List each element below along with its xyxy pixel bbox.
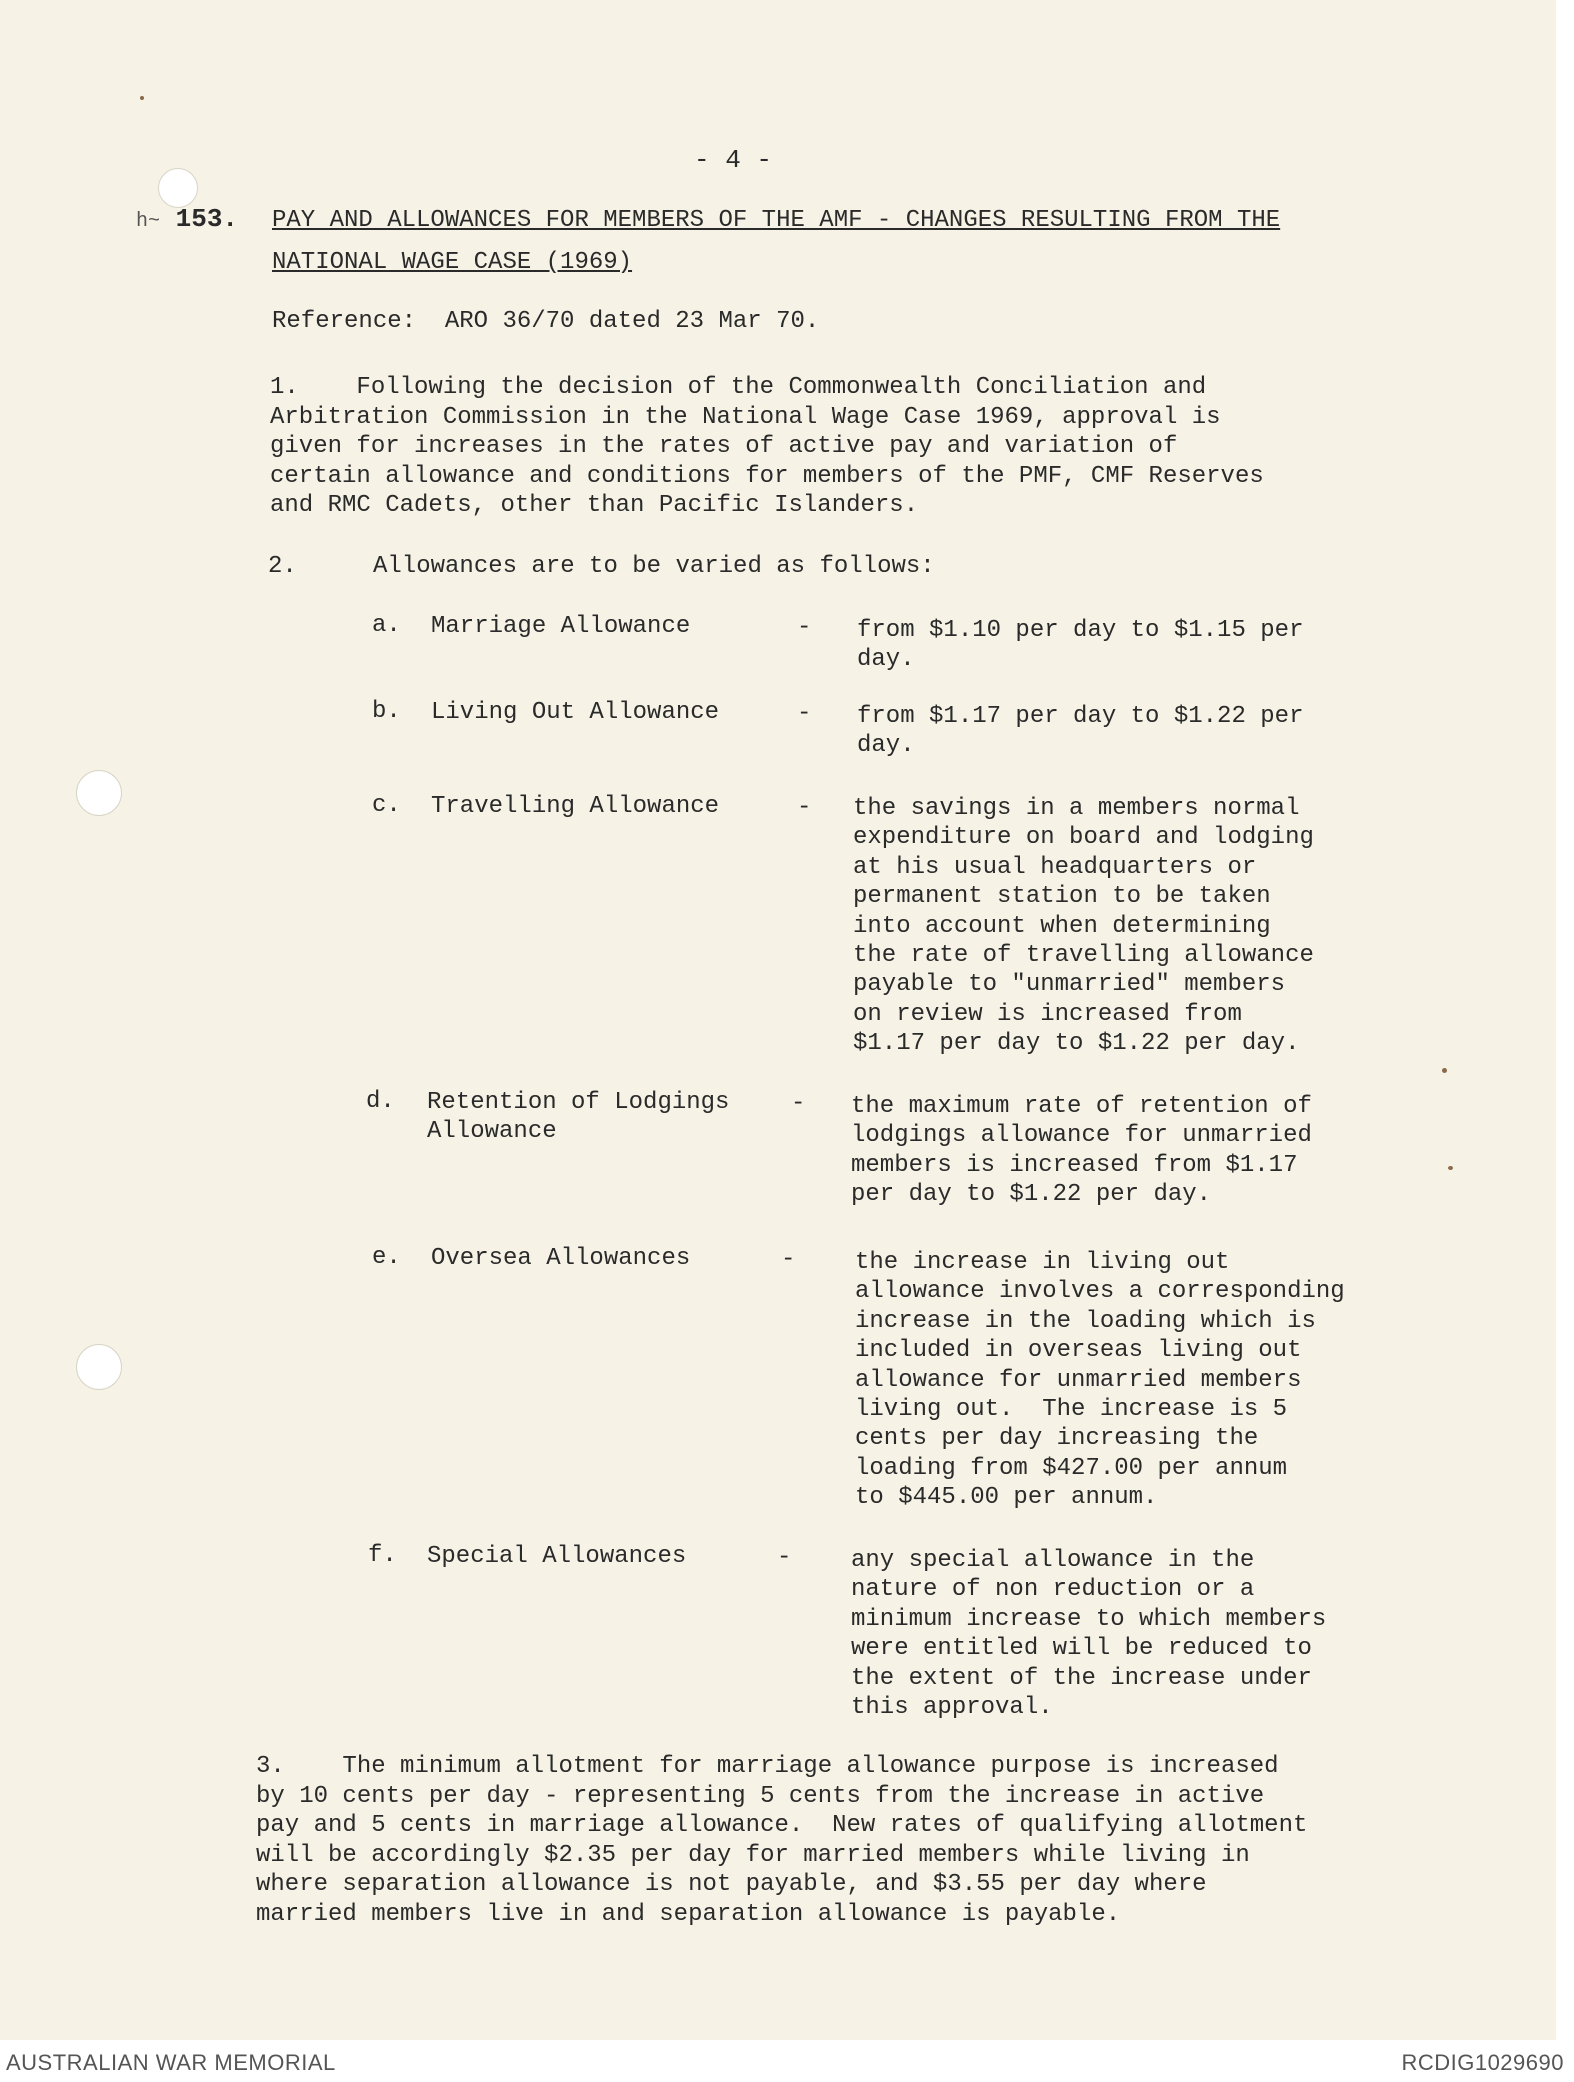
allowance-desc: the savings in a members normal expenditure on board and lodging at his usual headquarters or permanent station to be taken into account when determining the rate of travelling allowance payable to "unmarried" members on review is increased from $1.17 per day to $1.22 per day. <box>853 795 1314 1058</box>
paper-speck <box>140 96 144 100</box>
punch-hole <box>158 168 198 208</box>
paper-speck <box>1442 1068 1447 1073</box>
allowance-name: Travelling Allowance <box>431 793 720 820</box>
allowance-dash: - <box>797 700 812 727</box>
allowance-dash: - <box>781 1246 796 1273</box>
allowance-name: Living Out Allowance <box>431 699 720 726</box>
footer-institution: AUSTRALIAN WAR MEMORIAL <box>6 2050 336 2075</box>
allowance-desc: any special allowance in the nature of non reduction or a minimum increase to which members were entitled will be reduced to the extent of the increase under this approval. <box>851 1547 1327 1722</box>
punch-hole <box>76 770 122 816</box>
allowance-desc: from $1.10 per day to $1.15 per day. <box>857 617 1304 674</box>
title-line-2: NATIONAL WAGE CASE (1969) <box>272 249 633 276</box>
paragraph-2-text: Allowances are to be varied as follows: <box>373 553 935 580</box>
item-number-prefix: h~ <box>136 210 161 233</box>
allowance-dash: - <box>797 614 812 641</box>
paragraph-1: 1. Following the decision of the Commonwealth Conciliation and Arbitration Commission in the National Wage Case 1969, approval is given for increases in the rates of active pay and variation of certain allowance and conditions for members of the PMF, CMF Reserves and RMC Cadets, other than Pacific Islanders. <box>270 374 1264 519</box>
allowance-dash: - <box>797 794 812 821</box>
allowance-letter: d. <box>366 1088 395 1115</box>
paragraph-2-number: 2. <box>268 553 297 580</box>
allowance-name: Oversea Allowances <box>431 1245 691 1272</box>
allowance-dash: - <box>791 1090 806 1117</box>
paper-speck <box>1448 1166 1453 1170</box>
page-number: - 4 - <box>694 145 773 175</box>
title-line-1: PAY AND ALLOWANCES FOR MEMBERS OF THE AMF - CHANGES RESULTING FROM THE <box>272 207 1281 234</box>
allowance-name: Special Allowances <box>427 1543 687 1570</box>
item-number <box>136 205 238 236</box>
paragraph-3: 3. The minimum allotment for marriage allowance purpose is increased by 10 cents per day - representing 5 cents from the increase in active pay and 5 cents in marriage allowance. New rates of qualifying allotment will be accordingly $2.35 per day for married members while living in where separation allowance is not payable, and $3.55 per day where married members live in and separation allowance is payable. <box>256 1753 1308 1928</box>
allowance-desc: the increase in living out allowance involves a corresponding increase in the loading which is included in overseas living out allowance for unmarried members living out. The increase is 5 cents per day increasing the loading from $427.00 per annum to $445.00 per annum. <box>855 1249 1345 1512</box>
page-edge <box>1556 0 1574 2040</box>
allowance-letter: f. <box>368 1542 397 1569</box>
reference-line: Reference: ARO 36/70 dated 23 Mar 70. <box>272 308 820 335</box>
item-number-value: 153. <box>175 204 239 234</box>
allowance-desc: from $1.17 per day to $1.22 per day. <box>857 703 1304 760</box>
allowance-desc: the maximum rate of retention of lodgings allowance for unmarried members is increased from $1.17 per day to $1.22 per day. <box>851 1093 1312 1209</box>
allowance-dash: - <box>777 1544 792 1571</box>
allowance-letter: c. <box>372 792 401 819</box>
allowance-name: Marriage Allowance <box>431 613 691 640</box>
allowance-letter: e. <box>372 1244 401 1271</box>
footer-record-id: RCDIG1029690 <box>1401 2050 1564 2075</box>
allowance-letter: b. <box>372 698 401 725</box>
allowance-letter: a. <box>372 612 401 639</box>
punch-hole <box>76 1344 122 1390</box>
allowance-name: Retention of Lodgings Allowance <box>427 1089 730 1145</box>
